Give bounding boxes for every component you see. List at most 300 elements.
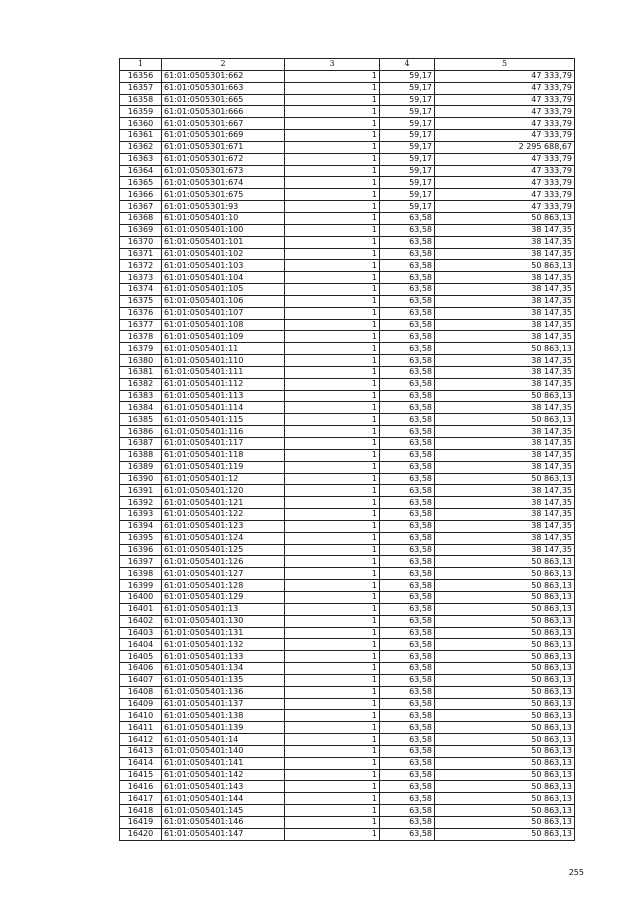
value-cell: 50 863,13 [435, 805, 575, 817]
table-row [120, 627, 575, 639]
quantity-cell: 1 [285, 674, 380, 686]
quantity-cell: 1 [285, 663, 380, 675]
quantity-cell: 1 [285, 698, 380, 710]
quantity-cell: 1 [285, 378, 380, 390]
rate-cell: 63,58 [380, 284, 435, 296]
cadastral-number-cell: 61:01:0505401:143 [162, 781, 285, 793]
rate-cell: 63,58 [380, 603, 435, 615]
cadastral-number-cell: 61:01:0505301:671 [162, 141, 285, 153]
rate-cell: 59,17 [380, 70, 435, 82]
cadastral-number-cell: 61:01:0505401:118 [162, 449, 285, 461]
quantity-cell: 1 [285, 70, 380, 82]
value-cell: 38 147,35 [435, 449, 575, 461]
table-row [120, 248, 575, 260]
rate-cell: 63,58 [380, 212, 435, 224]
value-cell: 50 863,13 [435, 663, 575, 675]
row-number-cell: 16382 [120, 378, 162, 390]
cadastral-number-cell: 61:01:0505301:93 [162, 201, 285, 213]
cadastral-number-cell: 61:01:0505401:129 [162, 591, 285, 603]
table-row [120, 284, 575, 296]
value-cell: 47 333,79 [435, 153, 575, 165]
rate-cell: 63,58 [380, 769, 435, 781]
rate-cell: 63,58 [380, 627, 435, 639]
quantity-cell: 1 [285, 201, 380, 213]
table-row [120, 473, 575, 485]
quantity-cell: 1 [285, 402, 380, 414]
row-number-cell: 16384 [120, 402, 162, 414]
cadastral-number-cell: 61:01:0505401:14 [162, 734, 285, 746]
cadastral-number-cell: 61:01:0505301:663 [162, 82, 285, 94]
rate-cell: 63,58 [380, 651, 435, 663]
table-row [120, 153, 575, 165]
cadastral-number-cell: 61:01:0505401:105 [162, 284, 285, 296]
table-row [120, 520, 575, 532]
table-row [120, 212, 575, 224]
cadastral-number-cell: 61:01:0505401:123 [162, 520, 285, 532]
rate-cell: 63,58 [380, 331, 435, 343]
quantity-cell: 1 [285, 710, 380, 722]
rate-cell: 63,58 [380, 686, 435, 698]
row-number-cell: 16412 [120, 734, 162, 746]
rate-cell: 63,58 [380, 307, 435, 319]
table-row [120, 509, 575, 521]
quantity-cell: 1 [285, 106, 380, 118]
value-cell: 50 863,13 [435, 698, 575, 710]
table-row [120, 686, 575, 698]
value-cell: 50 863,13 [435, 212, 575, 224]
cadastral-number-cell: 61:01:0505401:113 [162, 390, 285, 402]
row-number-cell: 16406 [120, 663, 162, 675]
rate-cell: 63,58 [380, 580, 435, 592]
cadastral-number-cell: 61:01:0505401:13 [162, 603, 285, 615]
value-cell: 38 147,35 [435, 485, 575, 497]
rate-cell: 63,58 [380, 722, 435, 734]
value-cell: 50 863,13 [435, 828, 575, 840]
quantity-cell: 1 [285, 805, 380, 817]
column-header: 2 [162, 59, 285, 71]
value-cell: 38 147,35 [435, 331, 575, 343]
cadastral-number-cell: 61:01:0505401:116 [162, 426, 285, 438]
table-row [120, 769, 575, 781]
table-row [120, 757, 575, 769]
register-table [119, 58, 575, 841]
table-row [120, 189, 575, 201]
quantity-cell: 1 [285, 426, 380, 438]
page-number: 255 [568, 868, 584, 877]
rate-cell: 63,58 [380, 556, 435, 568]
value-cell: 50 863,13 [435, 627, 575, 639]
row-number-cell: 16401 [120, 603, 162, 615]
cadastral-number-cell: 61:01:0505401:142 [162, 769, 285, 781]
value-cell: 38 147,35 [435, 307, 575, 319]
quantity-cell: 1 [285, 828, 380, 840]
rate-cell: 59,17 [380, 189, 435, 201]
quantity-cell: 1 [285, 686, 380, 698]
rate-cell: 63,58 [380, 828, 435, 840]
rate-cell: 59,17 [380, 82, 435, 94]
value-cell: 50 863,13 [435, 722, 575, 734]
cadastral-number-cell: 61:01:0505401:132 [162, 639, 285, 651]
row-number-cell: 16407 [120, 674, 162, 686]
rate-cell: 63,58 [380, 781, 435, 793]
table-row [120, 710, 575, 722]
value-cell: 38 147,35 [435, 520, 575, 532]
value-cell: 50 863,13 [435, 734, 575, 746]
quantity-cell: 1 [285, 473, 380, 485]
rate-cell: 63,58 [380, 272, 435, 284]
cadastral-number-cell: 61:01:0505301:674 [162, 177, 285, 189]
row-number-cell: 16358 [120, 94, 162, 106]
value-cell: 50 863,13 [435, 568, 575, 580]
row-number-cell: 16360 [120, 118, 162, 130]
cadastral-number-cell: 61:01:0505401:121 [162, 497, 285, 509]
cadastral-number-cell: 61:01:0505401:111 [162, 366, 285, 378]
table-row [120, 580, 575, 592]
quantity-cell: 1 [285, 189, 380, 201]
rate-cell: 63,58 [380, 674, 435, 686]
cadastral-number-cell: 61:01:0505401:145 [162, 805, 285, 817]
row-number-cell: 16362 [120, 141, 162, 153]
quantity-cell: 1 [285, 118, 380, 130]
quantity-cell: 1 [285, 319, 380, 331]
cadastral-number-cell: 61:01:0505401:115 [162, 414, 285, 426]
row-number-cell: 16398 [120, 568, 162, 580]
table-row [120, 130, 575, 142]
row-number-cell: 16375 [120, 295, 162, 307]
row-number-cell: 16385 [120, 414, 162, 426]
cadastral-number-cell: 61:01:0505301:665 [162, 94, 285, 106]
value-cell: 38 147,35 [435, 461, 575, 473]
rate-cell: 63,58 [380, 757, 435, 769]
rate-cell: 63,58 [380, 509, 435, 521]
quantity-cell: 1 [285, 520, 380, 532]
table-row [120, 663, 575, 675]
value-cell: 50 863,13 [435, 260, 575, 272]
row-number-cell: 16411 [120, 722, 162, 734]
table-row [120, 734, 575, 746]
cadastral-number-cell: 61:01:0505401:128 [162, 580, 285, 592]
quantity-cell: 1 [285, 414, 380, 426]
rate-cell: 63,58 [380, 224, 435, 236]
cadastral-number-cell: 61:01:0505301:673 [162, 165, 285, 177]
cadastral-number-cell: 61:01:0505401:144 [162, 793, 285, 805]
row-number-cell: 16379 [120, 343, 162, 355]
table-row [120, 781, 575, 793]
cadastral-number-cell: 61:01:0505401:119 [162, 461, 285, 473]
table-row [120, 615, 575, 627]
quantity-cell: 1 [285, 248, 380, 260]
table-row [120, 366, 575, 378]
quantity-cell: 1 [285, 82, 380, 94]
value-cell: 38 147,35 [435, 378, 575, 390]
value-cell: 2 295 688,67 [435, 141, 575, 153]
table-row [120, 390, 575, 402]
row-number-cell: 16387 [120, 438, 162, 450]
rate-cell: 59,17 [380, 118, 435, 130]
row-number-cell: 16395 [120, 532, 162, 544]
value-cell: 50 863,13 [435, 757, 575, 769]
value-cell: 47 333,79 [435, 94, 575, 106]
row-number-cell: 16396 [120, 544, 162, 556]
row-number-cell: 16392 [120, 497, 162, 509]
row-number-cell: 16369 [120, 224, 162, 236]
row-number-cell: 16400 [120, 591, 162, 603]
row-number-cell: 16405 [120, 651, 162, 663]
row-number-cell: 16365 [120, 177, 162, 189]
value-cell: 38 147,35 [435, 402, 575, 414]
row-number-cell: 16391 [120, 485, 162, 497]
row-number-cell: 16364 [120, 165, 162, 177]
row-number-cell: 16409 [120, 698, 162, 710]
value-cell: 50 863,13 [435, 674, 575, 686]
rate-cell: 63,58 [380, 461, 435, 473]
rate-cell: 63,58 [380, 817, 435, 829]
rate-cell: 63,58 [380, 532, 435, 544]
rate-cell: 63,58 [380, 449, 435, 461]
table-row [120, 568, 575, 580]
cadastral-number-cell: 61:01:0505401:140 [162, 745, 285, 757]
table-row [120, 793, 575, 805]
row-number-cell: 16413 [120, 745, 162, 757]
table-row [120, 438, 575, 450]
table-row [120, 722, 575, 734]
value-cell: 38 147,35 [435, 509, 575, 521]
quantity-cell: 1 [285, 438, 380, 450]
rate-cell: 63,58 [380, 473, 435, 485]
value-cell: 38 147,35 [435, 355, 575, 367]
value-cell: 47 333,79 [435, 189, 575, 201]
quantity-cell: 1 [285, 366, 380, 378]
cadastral-number-cell: 61:01:0505401:11 [162, 343, 285, 355]
table-row [120, 141, 575, 153]
rate-cell: 63,58 [380, 319, 435, 331]
value-cell: 38 147,35 [435, 236, 575, 248]
row-number-cell: 16363 [120, 153, 162, 165]
cadastral-number-cell: 61:01:0505401:130 [162, 615, 285, 627]
rate-cell: 59,17 [380, 106, 435, 118]
rate-cell: 63,58 [380, 639, 435, 651]
quantity-cell: 1 [285, 580, 380, 592]
rate-cell: 63,58 [380, 793, 435, 805]
quantity-cell: 1 [285, 568, 380, 580]
table-row [120, 224, 575, 236]
rate-cell: 63,58 [380, 260, 435, 272]
cadastral-number-cell: 61:01:0505301:666 [162, 106, 285, 118]
table-row [120, 544, 575, 556]
quantity-cell: 1 [285, 615, 380, 627]
cadastral-number-cell: 61:01:0505401:12 [162, 473, 285, 485]
quantity-cell: 1 [285, 591, 380, 603]
table-row [120, 449, 575, 461]
table-row [120, 343, 575, 355]
table-row [120, 828, 575, 840]
cadastral-number-cell: 61:01:0505401:106 [162, 295, 285, 307]
row-number-cell: 16404 [120, 639, 162, 651]
rate-cell: 59,17 [380, 165, 435, 177]
quantity-cell: 1 [285, 130, 380, 142]
quantity-cell: 1 [285, 651, 380, 663]
cadastral-number-cell: 61:01:0505401:135 [162, 674, 285, 686]
row-number-cell: 16381 [120, 366, 162, 378]
cadastral-number-cell: 61:01:0505401:104 [162, 272, 285, 284]
value-cell: 50 863,13 [435, 651, 575, 663]
value-cell: 50 863,13 [435, 639, 575, 651]
value-cell: 38 147,35 [435, 319, 575, 331]
cadastral-number-cell: 61:01:0505401:103 [162, 260, 285, 272]
value-cell: 50 863,13 [435, 769, 575, 781]
quantity-cell: 1 [285, 343, 380, 355]
cadastral-number-cell: 61:01:0505401:126 [162, 556, 285, 568]
quantity-cell: 1 [285, 722, 380, 734]
row-number-cell: 16418 [120, 805, 162, 817]
value-cell: 38 147,35 [435, 532, 575, 544]
value-cell: 47 333,79 [435, 70, 575, 82]
quantity-cell: 1 [285, 236, 380, 248]
table-row [120, 177, 575, 189]
value-cell: 50 863,13 [435, 473, 575, 485]
row-number-cell: 16377 [120, 319, 162, 331]
quantity-cell: 1 [285, 544, 380, 556]
value-cell: 47 333,79 [435, 177, 575, 189]
cadastral-number-cell: 61:01:0505401:110 [162, 355, 285, 367]
value-cell: 47 333,79 [435, 118, 575, 130]
rate-cell: 63,58 [380, 520, 435, 532]
table-row [120, 591, 575, 603]
table-row [120, 165, 575, 177]
rate-cell: 59,17 [380, 141, 435, 153]
value-cell: 38 147,35 [435, 497, 575, 509]
table-body [120, 70, 575, 840]
row-number-cell: 16357 [120, 82, 162, 94]
cadastral-number-cell: 61:01:0505401:117 [162, 438, 285, 450]
rate-cell: 63,58 [380, 248, 435, 260]
cadastral-number-cell: 61:01:0505301:675 [162, 189, 285, 201]
row-number-cell: 16356 [120, 70, 162, 82]
quantity-cell: 1 [285, 627, 380, 639]
table-row [120, 106, 575, 118]
table-row [120, 603, 575, 615]
value-cell: 50 863,13 [435, 745, 575, 757]
table-row [120, 82, 575, 94]
cadastral-number-cell: 61:01:0505401:109 [162, 331, 285, 343]
table-row [120, 497, 575, 509]
quantity-cell: 1 [285, 177, 380, 189]
rate-cell: 63,58 [380, 295, 435, 307]
cadastral-number-cell: 61:01:0505401:127 [162, 568, 285, 580]
row-number-cell: 16386 [120, 426, 162, 438]
cadastral-number-cell: 61:01:0505401:133 [162, 651, 285, 663]
table-row [120, 651, 575, 663]
quantity-cell: 1 [285, 153, 380, 165]
quantity-cell: 1 [285, 307, 380, 319]
rate-cell: 63,58 [380, 805, 435, 817]
value-cell: 38 147,35 [435, 248, 575, 260]
row-number-cell: 16408 [120, 686, 162, 698]
table-row [120, 805, 575, 817]
row-number-cell: 16388 [120, 449, 162, 461]
row-number-cell: 16393 [120, 509, 162, 521]
row-number-cell: 16410 [120, 710, 162, 722]
table-row [120, 378, 575, 390]
quantity-cell: 1 [285, 556, 380, 568]
cadastral-number-cell: 61:01:0505401:125 [162, 544, 285, 556]
row-number-cell: 16370 [120, 236, 162, 248]
table-row [120, 426, 575, 438]
rate-cell: 63,58 [380, 378, 435, 390]
quantity-cell: 1 [285, 757, 380, 769]
quantity-cell: 1 [285, 94, 380, 106]
cadastral-number-cell: 61:01:0505401:134 [162, 663, 285, 675]
cadastral-number-cell: 61:01:0505301:667 [162, 118, 285, 130]
quantity-cell: 1 [285, 165, 380, 177]
rate-cell: 63,58 [380, 366, 435, 378]
value-cell: 50 863,13 [435, 414, 575, 426]
rate-cell: 63,58 [380, 402, 435, 414]
row-number-cell: 16376 [120, 307, 162, 319]
row-number-cell: 16402 [120, 615, 162, 627]
row-number-cell: 16414 [120, 757, 162, 769]
quantity-cell: 1 [285, 272, 380, 284]
cadastral-number-cell: 61:01:0505401:138 [162, 710, 285, 722]
row-number-cell: 16397 [120, 556, 162, 568]
quantity-cell: 1 [285, 284, 380, 296]
rate-cell: 63,58 [380, 497, 435, 509]
table-row [120, 817, 575, 829]
cadastral-number-cell: 61:01:0505401:147 [162, 828, 285, 840]
rate-cell: 63,58 [380, 355, 435, 367]
value-cell: 38 147,35 [435, 544, 575, 556]
value-cell: 50 863,13 [435, 390, 575, 402]
value-cell: 50 863,13 [435, 781, 575, 793]
row-number-cell: 16390 [120, 473, 162, 485]
rate-cell: 63,58 [380, 615, 435, 627]
quantity-cell: 1 [285, 603, 380, 615]
row-number-cell: 16389 [120, 461, 162, 473]
cadastral-number-cell: 61:01:0505401:112 [162, 378, 285, 390]
rate-cell: 63,58 [380, 343, 435, 355]
quantity-cell: 1 [285, 260, 380, 272]
table-row [120, 532, 575, 544]
value-cell: 50 863,13 [435, 580, 575, 592]
cadastral-number-cell: 61:01:0505401:107 [162, 307, 285, 319]
row-number-cell: 16394 [120, 520, 162, 532]
cadastral-number-cell: 61:01:0505401:124 [162, 532, 285, 544]
quantity-cell: 1 [285, 224, 380, 236]
column-header: 3 [285, 59, 380, 71]
table-row [120, 307, 575, 319]
row-number-cell: 16361 [120, 130, 162, 142]
rate-cell: 63,58 [380, 414, 435, 426]
row-number-cell: 16368 [120, 212, 162, 224]
cadastral-number-cell: 61:01:0505401:131 [162, 627, 285, 639]
value-cell: 50 863,13 [435, 793, 575, 805]
row-number-cell: 16399 [120, 580, 162, 592]
row-number-cell: 16419 [120, 817, 162, 829]
rate-cell: 63,58 [380, 698, 435, 710]
value-cell: 47 333,79 [435, 130, 575, 142]
row-number-cell: 16372 [120, 260, 162, 272]
rate-cell: 63,58 [380, 544, 435, 556]
quantity-cell: 1 [285, 745, 380, 757]
table-row [120, 556, 575, 568]
quantity-cell: 1 [285, 639, 380, 651]
value-cell: 38 147,35 [435, 224, 575, 236]
quantity-cell: 1 [285, 532, 380, 544]
table-row [120, 402, 575, 414]
rate-cell: 63,58 [380, 663, 435, 675]
row-number-cell: 16420 [120, 828, 162, 840]
cadastral-number-cell: 61:01:0505401:136 [162, 686, 285, 698]
